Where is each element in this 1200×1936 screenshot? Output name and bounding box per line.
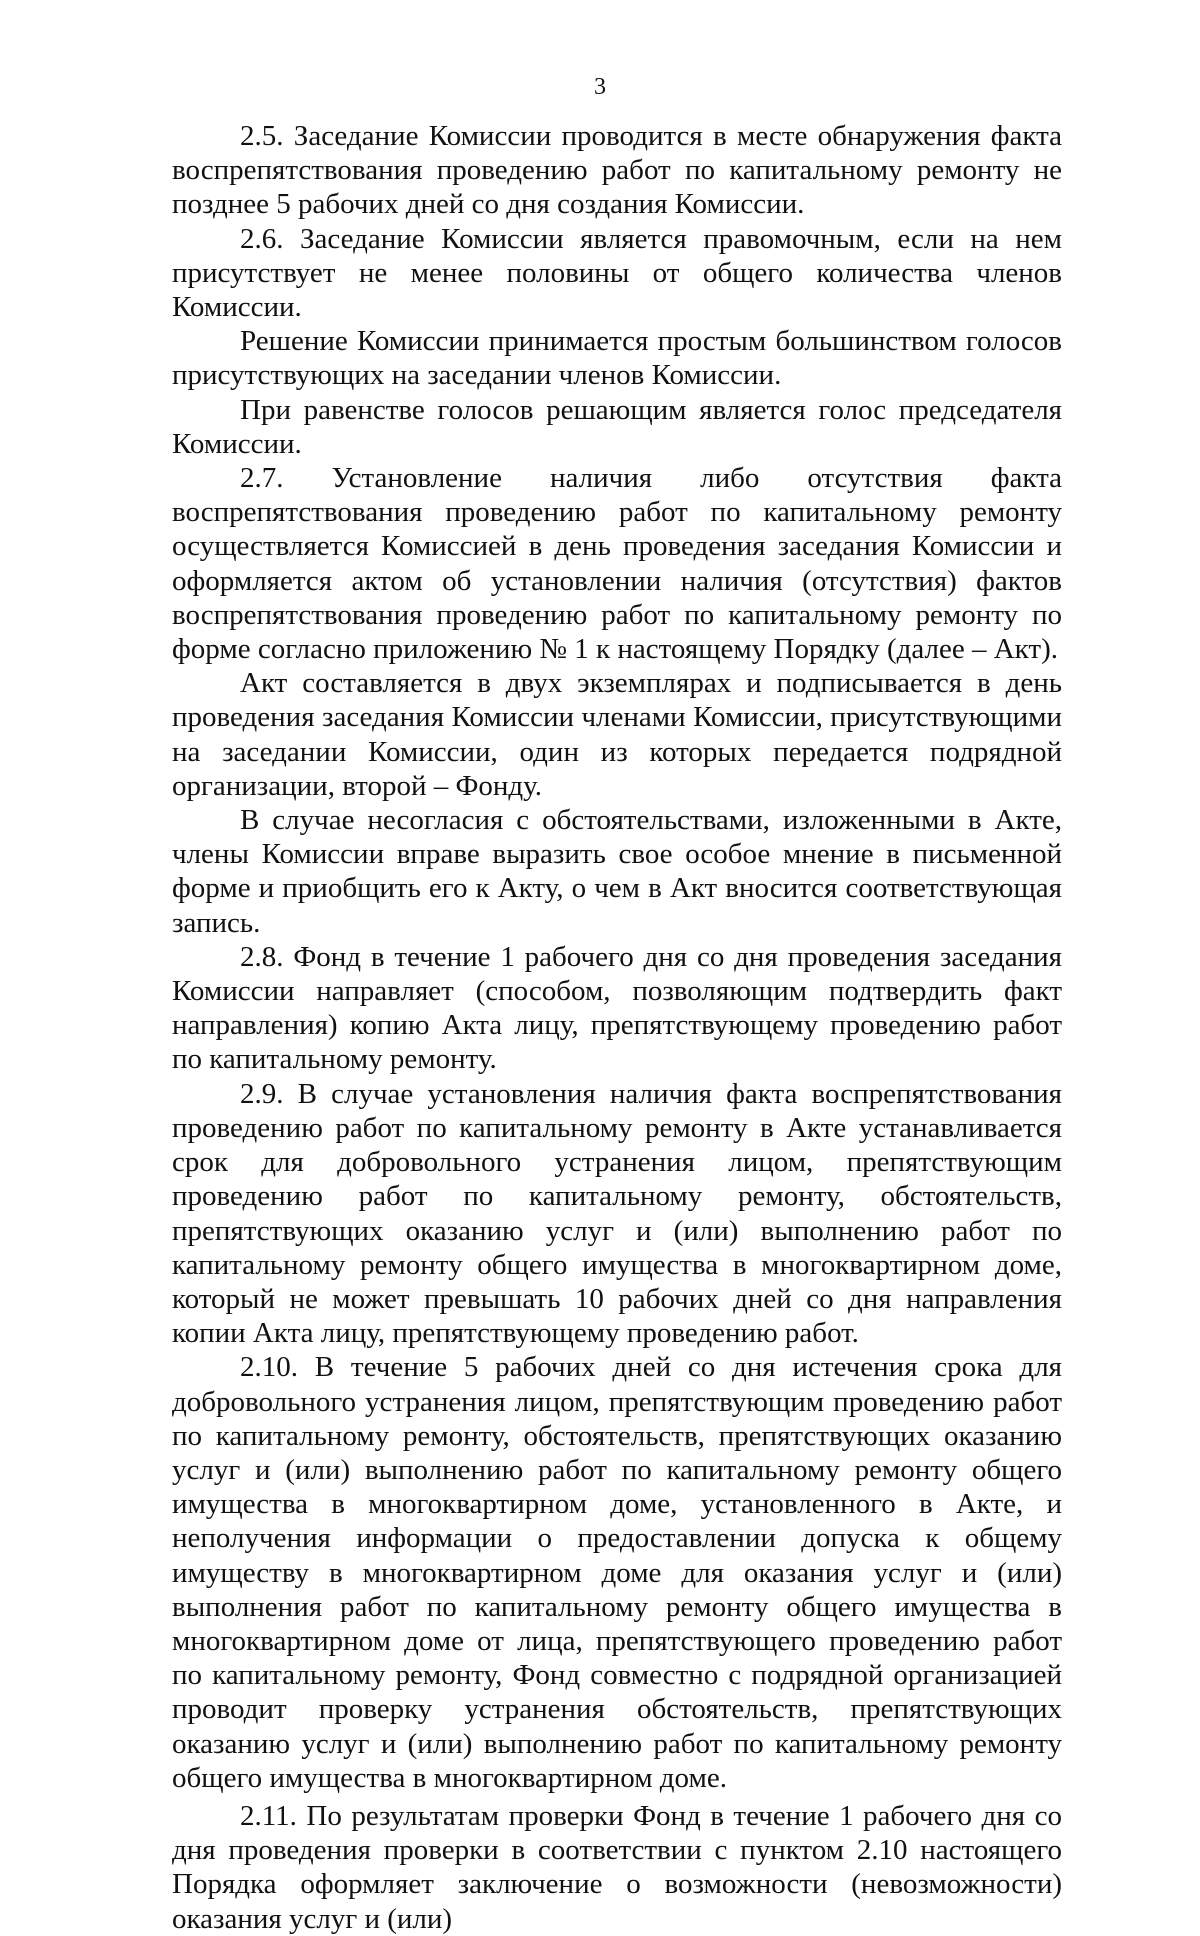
paragraph-2-11: 2.11. По результатам проверки Фонд в течение 1 рабочего дня со дня проведения проверки в соответствии с пунктом 2.10 настоящего Порядка оформляет заключение о возможности (невозможности) оказания услуг и (или) xyxy=(172,1799,1062,1935)
paragraph-2-7: 2.7. Установление наличия либо отсутствия факта воспрепятствования проведению работ по капитальному ремонту осуществляется Комиссией в день проведения заседания Комиссии и оформляется актом об установлении наличия (отсутствия) фактов воспрепятствования проведению работ по капитальному ремонту по форме согласно приложению № 1 к настоящему Порядку (далее – Акт). xyxy=(172,462,1062,666)
paragraph-2-9: 2.9. В случае установления наличия факта воспрепятствования проведению работ по капитальному ремонту в Акте устанавливается срок для добровольного устранения лицом, препятствующим проведению работ по капитальному ремонту, обстоятельств, препятствующих оказанию услуг и (или) выполнению работ по капитальному ремонту общего имущества в многоквартирном доме, который не может превышать 10 рабочих дней со дня направления копии Акта лицу, препятствующему проведению работ. xyxy=(172,1077,1062,1350)
paragraph-2-8: 2.8. Фонд в течение 1 рабочего дня со дня проведения заседания Комиссии направляет (способом, позволяющим подтвердить факт направления) копию Акта лицу, препятствующему проведению работ по капитальному ремонту. xyxy=(172,940,1062,1076)
paragraph-tie-vote: При равенстве голосов решающим является голос председателя Комиссии. xyxy=(172,393,1062,460)
paragraph-decision: Решение Комиссии принимается простым большинством голосов присутствующих на заседании членов Комиссии. xyxy=(172,325,1062,392)
paragraph-act-copies: Акт составляется в двух экземплярах и подписывается в день проведения заседания Комиссии членами Комиссии, присутствующими на заседании Комиссии, один из которых передается подрядной организации, второй – Фонду. xyxy=(172,667,1062,802)
document-body xyxy=(172,119,1062,1936)
paragraph-2-6: 2.6. Заседание Комиссии является правомочным, если на нем присутствует не менее половины от общего количества членов Комиссии. xyxy=(172,222,1062,324)
paragraph-2-10: 2.10. В течение 5 рабочих дней со дня истечения срока для добровольного устранения лицом, препятствующим проведению работ по капитальному ремонту, обстоятельств, препятствующих оказанию услуг и (или) выполнению работ по капитальному ремонту общего имущества в многоквартирном доме, установленного в Акте, и неполучения информации о предоставлении допуска к общему имуществу в многоквартирном доме для оказания услуг и (или) выполнения работ по капитальному ремонту общего имущества в многоквартирном доме от лица, препятствующего проведению работ по капитальному ремонту, Фонд совместно с подрядной организацией проводит проверку устранения обстоятельств, препятствующих оказанию услуг и (или) выполнению работ по капитальному ремонту общего имущества в многоквартирном доме. xyxy=(172,1351,1062,1794)
paragraph-disagreement: В случае несогласия с обстоятельствами, изложенными в Акте, члены Комиссии вправе выразить свое особое мнение в письменной форме и приобщить его к Акту, о чем в Акт вносится соответствующая запись. xyxy=(172,804,1062,939)
page-number: 3 xyxy=(594,74,606,100)
paragraph-2-5: 2.5. Заседание Комиссии проводится в месте обнаружения факта воспрепятствования проведению работ по капитальному ремонту не позднее 5 рабочих дней со дня создания Комиссии. xyxy=(172,120,1062,221)
